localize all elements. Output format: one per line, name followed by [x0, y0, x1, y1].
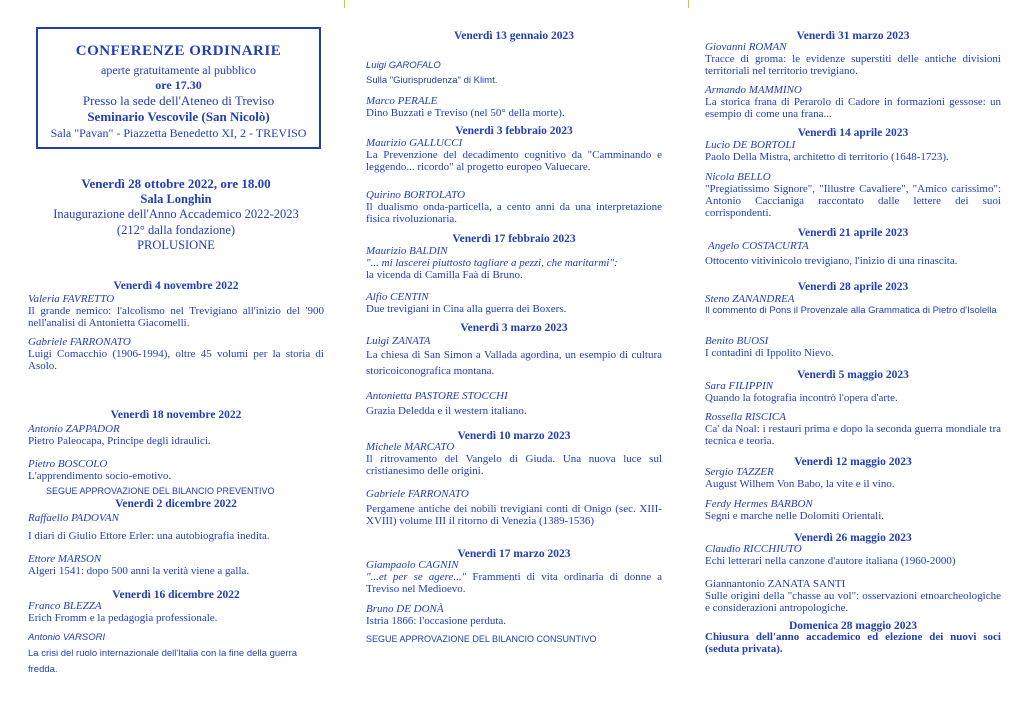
lecture-quote: "...et per se agere..." — [366, 571, 467, 583]
lecture-title: August Wilhem Von Babo, la vite e il vino. — [705, 478, 895, 490]
lecture-title: Sulla "Giurisprudenza" di Klimt. — [366, 75, 498, 86]
speaker: Maurizio BALDIN — [366, 245, 448, 257]
speaker: Michele MARCATO — [366, 441, 455, 453]
speaker: Antonietta PASTORE STOCCHI — [366, 390, 508, 402]
lecture-entry — [366, 58, 662, 88]
lecture-title: I diari di Giulio Ettore Erler: una autobiografia inedita. — [28, 530, 270, 542]
date-heading: Venerdì 12 maggio 2023 — [794, 456, 912, 468]
inauguration-date: Venerdì 28 ottobre 2022, ore 18.00 — [81, 176, 271, 191]
speaker: Raffaello PADOVAN — [28, 512, 119, 524]
date-heading: Domenica 28 maggio 2023 — [788, 620, 918, 632]
lecture-title: Il dualismo onda-particella, a cento anni da una interpretazione fisica rivoluzionaria. — [366, 201, 662, 225]
lecture-title: Ca' da Noal: i restauri prima e dopo la seconda guerra mondiale tra tecnica e teoria. — [705, 423, 1001, 447]
header-box — [36, 27, 321, 149]
lecture-entry — [705, 171, 1001, 219]
speaker: Giovanni ROMAN — [705, 41, 787, 53]
speaker: Sara FILIPPIN — [705, 380, 774, 392]
lecture-entry — [28, 458, 324, 482]
date-heading: Venerdì 26 maggio 2023 — [794, 532, 912, 544]
lecture-title: Erich Fromm e la pedagogia professionale. — [28, 612, 218, 624]
lecture-title: La crisi del ruolo internazionale dell'Italia con la fine della guerra fredda. — [28, 648, 298, 675]
lecture-entry — [705, 411, 1001, 447]
lecture-entry — [705, 543, 1001, 567]
date-heading: Venerdì 3 febbraio 2023 — [455, 125, 573, 137]
approval-note: SEGUE APPROVAZIONE DEL BILANCIO CONSUNTIVO — [366, 634, 597, 644]
lecture-entry — [366, 245, 662, 281]
lecture-title: Due trevigiani in Cina alla guerra dei Boxers. — [366, 303, 567, 315]
lecture-entry — [705, 139, 1001, 163]
speaker: Benito BUOSI — [705, 335, 769, 347]
lecture-entry — [705, 498, 1001, 522]
lecture-entry — [705, 578, 1001, 614]
inauguration-line3: PROLUSIONE — [137, 238, 215, 252]
lecture-entry — [705, 380, 1001, 404]
lecture-title: Il ritrovamento del Vangelo di Giuda. Una nuova luce sul cristianesimo delle origini. — [366, 453, 662, 477]
lecture-title: Il commento di Pons il Provenzale alla Grammatica di Pietro d'Isolella — [705, 305, 997, 316]
lecture-title: Sulle origini della "chasse au vol": osservazioni etnoarcheologiche e considerazioni antropologiche. — [705, 590, 1001, 614]
lecture-title-line — [28, 530, 324, 542]
lecture-title: Chiusura dell'anno accademico ed elezione dei nuovi soci (seduta privata). — [705, 631, 1001, 655]
speaker: Pietro BOSCOLO — [28, 458, 108, 470]
date-heading: Venerdì 2 dicembre 2022 — [115, 498, 237, 510]
lecture-title: Luigi Comacchio (1906-1994), oltre 45 volumi per la storia di Asolo. — [28, 348, 324, 372]
date-heading: Venerdì 13 gennaio 2023 — [453, 30, 574, 42]
lecture-title: Segni e marche nelle Dolomiti Orientali. — [705, 510, 885, 522]
date-heading: Venerdì 4 novembre 2022 — [113, 280, 239, 292]
speaker: Valeria FAVRETTO — [28, 293, 115, 305]
speaker: Rossella RISCICA — [705, 411, 786, 423]
lecture-title: Pietro Paleocapa, Principe degli idraulici. — [28, 435, 211, 447]
lecture-entry — [28, 512, 324, 524]
lecture-title: Echi letterari nella canzone d'autore italiana (1960-2000) — [705, 555, 956, 567]
lecture-entry — [28, 293, 324, 329]
lecture-entry — [28, 423, 324, 447]
speaker: Franco BLEZZA — [28, 600, 102, 612]
speaker: Bruno DE DONÀ — [366, 603, 444, 615]
speaker: Ettore MARSON — [28, 553, 102, 565]
lecture-entry — [705, 84, 1001, 120]
speaker: Maurizio GALLUCCI — [366, 137, 463, 149]
lecture-title: Il grande nemico: l'alcolismo nel Trevigiano all'inizio del '900 nell'analisi di Antonietta Giacomelli. — [28, 305, 324, 329]
date-heading: Venerdì 28 aprile 2023 — [797, 281, 909, 293]
header-line3: Seminario Vescovile (San Nicolò) — [87, 109, 270, 124]
date-heading: Venerdì 17 marzo 2023 — [457, 548, 571, 560]
date-heading: Venerdì 31 marzo 2023 — [796, 30, 910, 42]
lecture-quote: "... mi lascerei piuttosto tagliare a pezzi, che maritarmi": — [366, 257, 618, 269]
lecture-title: La storica frana di Perarolo di Cadore in formazioni gessose: un esempio di come una frana... — [705, 96, 1001, 120]
lecture-entry — [28, 336, 324, 372]
header-line2: Presso la sede dell'Ateneo di Treviso — [82, 93, 275, 108]
lecture-title: I contadini di Ippolito Nievo. — [705, 347, 834, 359]
speaker: Lucio DE BORTOLI — [705, 139, 796, 151]
lecture-title: La chiesa di San Simon a Vallada agordina, un esempio di cultura storicoiconografica montana. — [366, 349, 662, 377]
lecture-entry — [366, 559, 662, 595]
lecture-title: Pergamene antiche dei nobili trevigiani conti di Onigo (sec. XIII-XVIII) volume III il ritorno di Venezia (1389-1536) — [366, 503, 662, 527]
header-title: CONFERENZE ORDINARIE — [75, 43, 282, 59]
inauguration-line2: (212° dalla fondazione) — [116, 222, 236, 237]
lecture-entry — [366, 488, 662, 527]
lecture-entry — [366, 390, 662, 417]
date-heading: Venerdì 3 marzo 2023 — [460, 322, 568, 334]
inauguration-line1: Inaugurazione dell'Anno Accademico 2022-2023 — [53, 207, 299, 221]
lecture-title: "Pregiatissimo Signore", "Illustre Cavaliere", "Amico carissimo": Antonio Caccianiga raccontato dalle lettere dei suoi corrispondenti. — [705, 183, 1001, 219]
lecture-title: Istria 1866: l'occasione perduta. — [366, 615, 507, 627]
lecture-title: La Prevenzione del decadimento cognitivo da "Camminando e leggendo... ricordo" al progetto europeo Valuecare. — [366, 149, 662, 173]
lecture-title: Paolo Della Mistra, architetto di territorio (1648-1723). — [705, 151, 949, 163]
speaker: Angelo COSTACURTA — [708, 240, 809, 252]
date-heading: Venerdì 5 maggio 2023 — [797, 369, 909, 381]
lecture-entry — [366, 603, 662, 627]
fold-mark-left — [344, 0, 345, 8]
lecture-entry — [28, 630, 324, 678]
speaker: Claudio RICCHIUTO — [705, 543, 802, 555]
lecture-entry — [366, 95, 662, 119]
lecture-title: Tracce di groma: le evidenze superstiti delle antiche divisioni territoriali nel territorio trevigiano. — [705, 53, 1001, 77]
speaker: Giannantonio ZANATA SANTI — [705, 578, 846, 590]
speaker: Sergio TAZZER — [705, 466, 774, 478]
lecture-entry — [705, 240, 1001, 267]
speaker: Quirino BORTOLATO — [366, 189, 466, 201]
speaker: Giampaolo CAGNIN — [366, 559, 459, 571]
lecture-title — [366, 571, 662, 595]
lecture-entry — [366, 189, 662, 225]
header-line1: aperte gratuitamente al pubblico — [101, 63, 256, 77]
speaker: Steno ZANANDREA — [705, 293, 795, 305]
fold-mark-right — [688, 0, 689, 8]
date-heading: Venerdì 14 aprile 2023 — [797, 127, 909, 139]
lecture-entry — [705, 466, 1001, 490]
speaker: Alfio CENTIN — [366, 291, 429, 303]
speaker: Gabriele FARRONATO — [28, 336, 131, 348]
speaker: Ferdy Hermes BARBON — [705, 498, 813, 510]
lecture-entry — [705, 335, 1001, 359]
lecture-entry — [705, 41, 1001, 77]
lecture-entry — [28, 553, 324, 577]
lecture-entry — [705, 631, 1001, 655]
lecture-title: Dino Buzzati e Treviso (nel 50° della morte). — [366, 107, 565, 119]
date-heading: Venerdì 16 dicembre 2022 — [112, 589, 240, 601]
lecture-entry — [705, 293, 1001, 317]
speaker: Armando MAMMINO — [705, 84, 802, 96]
speaker: Gabriele FARRONATO — [366, 488, 469, 500]
speaker: Antonio VARSORI — [28, 632, 106, 643]
lecture-title: Ottocento vitivinicolo trevigiano, l'inizio di una rinascita. — [705, 255, 958, 267]
lecture-title: L'apprendimento socio-emotivo. — [28, 470, 172, 482]
lecture-entry — [366, 335, 662, 379]
inauguration-block — [28, 176, 324, 254]
lecture-entry — [366, 137, 662, 173]
speaker: Nicola BELLO — [705, 171, 771, 183]
header-line4: Sala "Pavan" - Piazzetta Benedetto XI, 2 - TREVISO — [50, 126, 307, 140]
speaker: Antonio ZAPPADOR — [28, 423, 120, 435]
lecture-title: Grazia Deledda e il western italiano. — [366, 405, 527, 417]
date-heading: Venerdì 10 marzo 2023 — [457, 430, 571, 442]
lecture-title: Quando la fotografia incontrò l'opera d'arte. — [705, 392, 898, 404]
lecture-entry — [366, 291, 662, 315]
date-heading: Venerdì 18 novembre 2022 — [110, 409, 242, 421]
speaker: Luigi GAROFALO — [366, 60, 441, 71]
inauguration-room: Sala Longhin — [140, 191, 212, 206]
lecture-title: Algeri 1541: dopo 500 anni la verità viene a galla. — [28, 565, 250, 577]
date-heading: Venerdì 17 febbraio 2023 — [452, 233, 576, 245]
approval-note: SEGUE APPROVAZIONE DEL BILANCIO PREVENTIVO — [46, 486, 275, 496]
speaker: Luigi ZANATA — [366, 335, 431, 347]
lecture-title: la vicenda di Camilla Faà di Bruno. — [366, 269, 523, 281]
lecture-entry — [366, 441, 662, 477]
header-time: ore 17.30 — [155, 78, 202, 92]
speaker: Marco PERALE — [366, 95, 438, 107]
lecture-title-text: Frammenti di vita ordinaria di donne a Treviso nel Medioevo. — [366, 571, 663, 595]
date-heading: Venerdì 21 aprile 2023 — [797, 227, 909, 239]
lecture-entry — [28, 600, 324, 624]
